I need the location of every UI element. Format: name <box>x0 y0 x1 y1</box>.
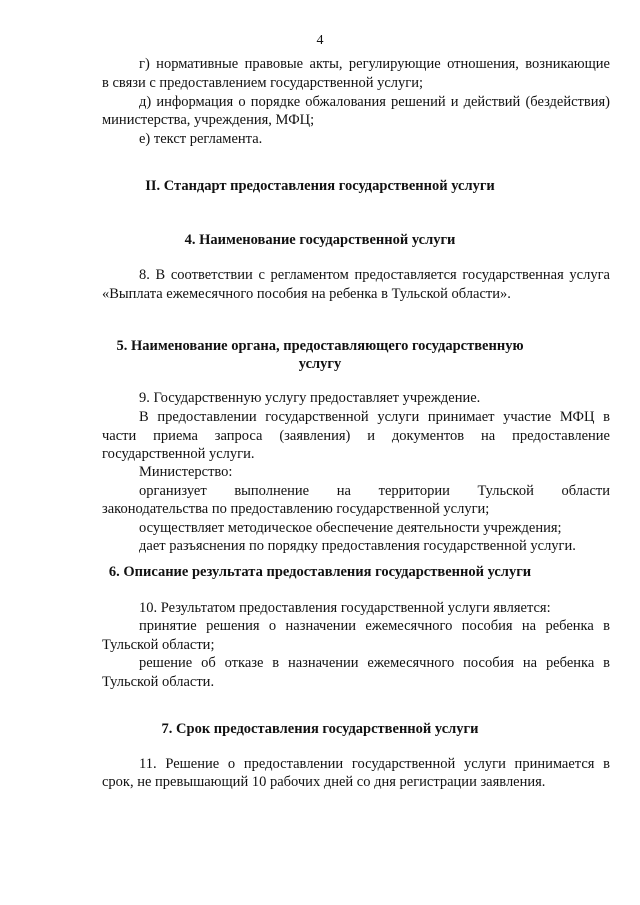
paragraph-11-line1: 11. Решение о предоставлении государственной услуги принимается в <box>139 756 610 772</box>
paragraph-10: 10. Результатом предоставления государственной услуги является: <box>139 600 551 616</box>
list-item-g-line2: в связи с предоставлением государственной услуги; <box>102 75 423 91</box>
paragraph-9: 9. Государственную услугу предоставляет учреждение. <box>139 390 481 406</box>
paragraph-10b-line1: решение об отказе в назначении ежемесячного пособия на ребенка в <box>139 655 610 671</box>
subsection-heading-4: 4. Наименование государственной услуги <box>184 232 456 248</box>
paragraph-10b-line2: Тульской области. <box>102 674 215 690</box>
paragraph-9b-line2: части приема запроса (заявления) и документов на предоставление <box>102 428 610 444</box>
list-item-e: е) текст регламента. <box>139 131 263 147</box>
subsection-heading-6: 6. Описание результата предоставления государственной услуги <box>108 564 532 580</box>
list-item-d-line2: министерства, учреждения, МФЦ; <box>102 112 315 128</box>
paragraph-9f: дает разъяснения по порядку предоставления государственной услуги. <box>139 538 576 554</box>
paragraph-9b-line1: В предоставлении государственной услуги принимает участие МФЦ в <box>139 409 610 425</box>
paragraph-9b-line3: государственной услуги. <box>102 446 255 462</box>
list-item-d-line1: д) информация о порядке обжалования решений и действий (бездействия) <box>139 94 610 110</box>
subsection-heading-7: 7. Срок предоставления государственной услуги <box>161 721 479 737</box>
paragraph-11-line2: срок, не превышающий 10 рабочих дней со дня регистрации заявления. <box>102 774 546 790</box>
paragraph-9d-line1: организует выполнение на территории Тульской области <box>139 483 610 499</box>
paragraph-8-line1: 8. В соответствии с регламентом предоставляется государственная услуга <box>139 267 610 283</box>
paragraph-9c: Министерство: <box>139 464 233 480</box>
page-number: 4 <box>316 33 324 48</box>
paragraph-9e: осуществляет методическое обеспечение деятельности учреждения; <box>139 520 562 536</box>
subsection-heading-5-line1: 5. Наименование органа, предоставляющего государственную <box>116 338 524 354</box>
paragraph-9d-line2: законодательства по предоставлению государственной услуги; <box>102 501 490 517</box>
paragraph-8-line2: «Выплата ежемесячного пособия на ребенка в Тульской области». <box>102 286 511 302</box>
list-item-g-line1: г) нормативные правовые акты, регулирующие отношения, возникающие <box>139 56 610 72</box>
subsection-heading-5-line2: услугу <box>298 356 342 372</box>
section-heading-ii: II. Стандарт предоставления государственной услуги <box>145 178 495 194</box>
paragraph-10a-line2: Тульской области; <box>102 637 215 653</box>
paragraph-10a-line1: принятие решения о назначении ежемесячного пособия на ребенка в <box>139 618 610 634</box>
